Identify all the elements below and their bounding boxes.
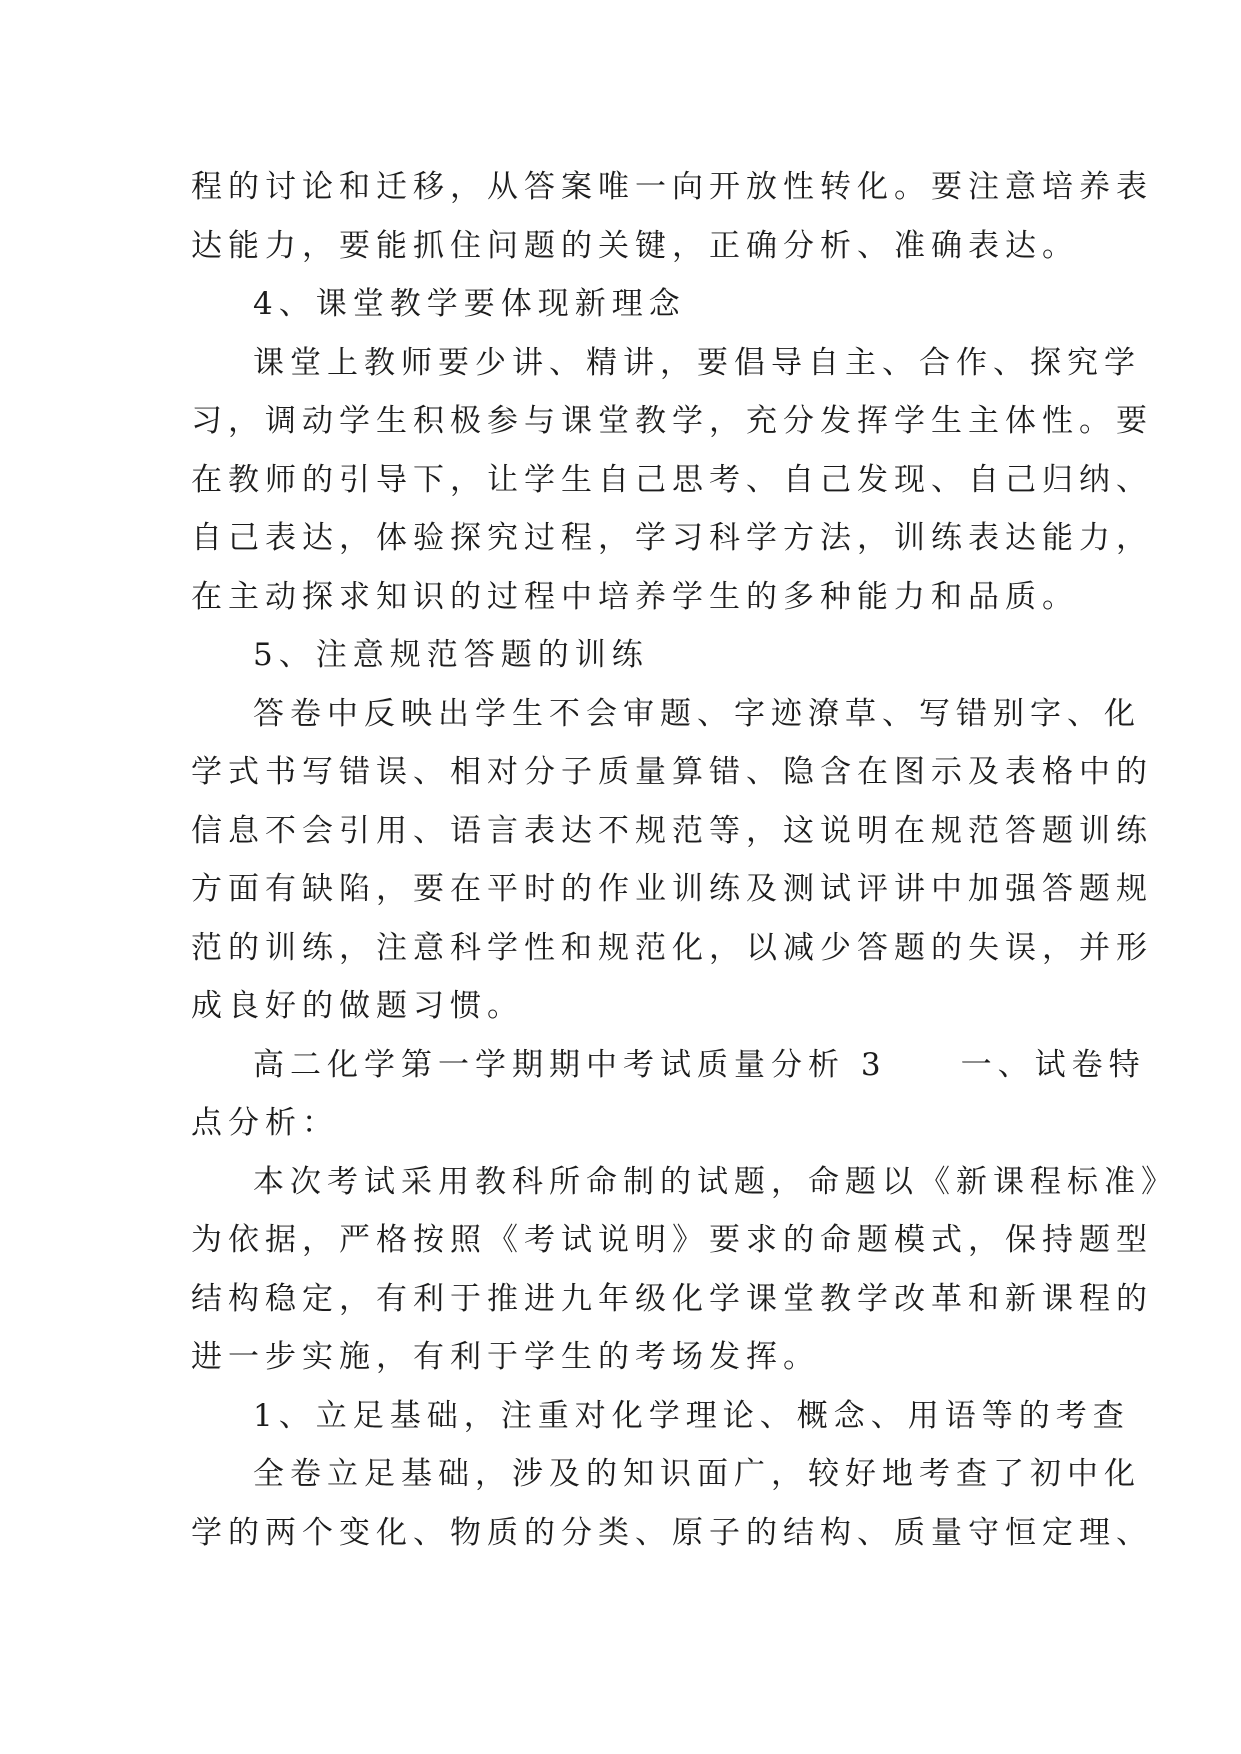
text-line: 在教师的引导下，让学生自己思考、自己发现、自己归纳、 bbox=[191, 461, 1153, 498]
section-heading: 4、课堂教学要体现新理念 bbox=[253, 286, 686, 322]
text-line: 课堂上教师要少讲、精讲，要倡导自主、合作、探究学 bbox=[253, 344, 1141, 381]
text-line: 成良好的做题习惯。 bbox=[191, 988, 524, 1024]
text-line: 答卷中反映出学生不会审题、字迹潦草、写错别字、化 bbox=[253, 695, 1141, 732]
text-line: 学式书写错误、相对分子质量算错、隐含在图示及表格中的 bbox=[191, 754, 1153, 790]
text-line: 自己表达，体验探究过程，学习科学方法，训练表达能力， bbox=[191, 520, 1153, 556]
text-line: 点分析： bbox=[191, 1105, 339, 1141]
text-line: 习，调动学生积极参与课堂教学，充分发挥学生主体性。要 bbox=[191, 403, 1153, 439]
section-heading: 5、注意规范答题的训练 bbox=[253, 637, 649, 673]
text-line: 为依据，严格按照《考试说明》要求的命题模式，保持题型 bbox=[191, 1222, 1153, 1258]
text-line: 程的讨论和迁移，从答案唯一向开放性转化。要注意培养表 bbox=[191, 169, 1153, 205]
text-line: 在主动探求知识的过程中培养学生的多种能力和品质。 bbox=[191, 578, 1079, 615]
text-line: 方面有缺陷，要在平时的作业训练及测试评讲中加强答题规 bbox=[191, 871, 1153, 907]
text-line: 进一步实施，有利于学生的考场发挥。 bbox=[191, 1339, 820, 1375]
text-line: 达能力，要能抓住问题的关键，正确分析、准确表达。 bbox=[191, 227, 1079, 264]
text-line: 本次考试采用教科所命制的试题，命题以《新课程标准》 bbox=[253, 1163, 1178, 1200]
text-line: 结构稳定，有利于推进九年级化学课堂教学改革和新课程的 bbox=[191, 1280, 1153, 1317]
text-line: 信息不会引用、语言表达不规范等，这说明在规范答题训练 bbox=[191, 812, 1153, 849]
text-line: 范的训练，注意科学性和规范化，以减少答题的失误，并形 bbox=[191, 929, 1153, 966]
text-line: 学的两个变化、物质的分类、原子的结构、质量守恒定理、 bbox=[191, 1514, 1153, 1551]
text-line: 全卷立足基础，涉及的知识面广，较好地考查了初中化 bbox=[253, 1456, 1141, 1492]
document-body bbox=[191, 158, 1178, 1562]
section-title: 高二化学第一学期期中考试质量分析 3 一、试卷特 bbox=[253, 1046, 1146, 1083]
section-heading: 1、立足基础，注重对化学理论、概念、用语等的考查 bbox=[253, 1397, 1130, 1434]
